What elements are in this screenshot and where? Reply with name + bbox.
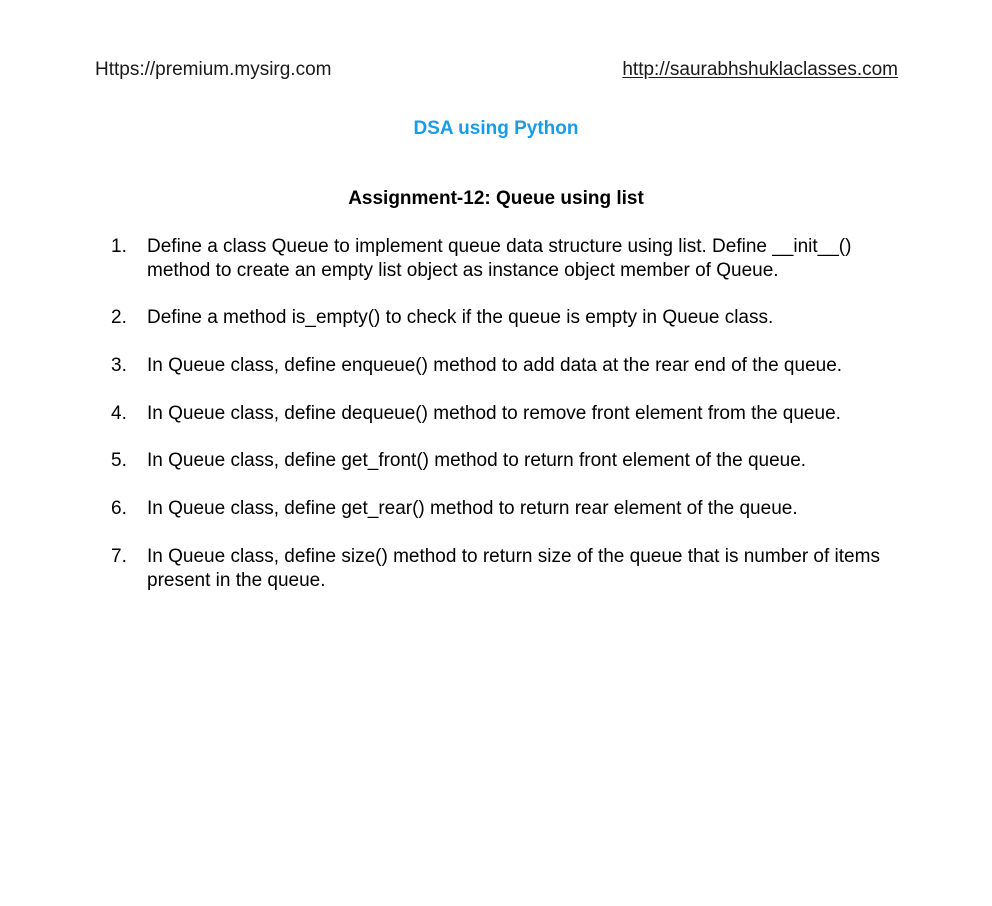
task-text: Define a method is_empty() to check if the queue is empty in Queue class.: [147, 307, 774, 328]
header-left-url: Https://premium.mysirg.com: [95, 59, 332, 80]
task-number: 3.: [111, 355, 127, 376]
task-text: In Queue class, define size() method to return size of the queue that is number of items present in the queue.: [147, 546, 880, 591]
task-number: 4.: [111, 403, 127, 424]
task-text: In Queue class, define get_rear() method to return rear element of the queue.: [147, 498, 798, 519]
assignment-title: Assignment-12: Queue using list: [348, 188, 644, 209]
task-text: In Queue class, define dequeue() method to remove front element from the queue.: [147, 403, 841, 424]
task-number: 5.: [111, 450, 127, 471]
task-number: 6.: [111, 498, 127, 519]
task-number: 7.: [111, 546, 127, 567]
page-header: [95, 59, 898, 85]
task-text: In Queue class, define get_front() method to return front element of the queue.: [147, 450, 807, 471]
task-number: 2.: [111, 307, 127, 328]
task-text: Define a class Queue to implement queue data structure using list. Define __init__() method to create an empty list object as instance object member of Queue.: [147, 236, 852, 281]
header-right-link[interactable]: http://saurabhshuklaclasses.com: [622, 59, 898, 80]
document-title: DSA using Python: [413, 118, 579, 139]
task-number: 1.: [111, 236, 127, 257]
task-text: In Queue class, define enqueue() method to add data at the rear end of the queue.: [147, 355, 843, 376]
